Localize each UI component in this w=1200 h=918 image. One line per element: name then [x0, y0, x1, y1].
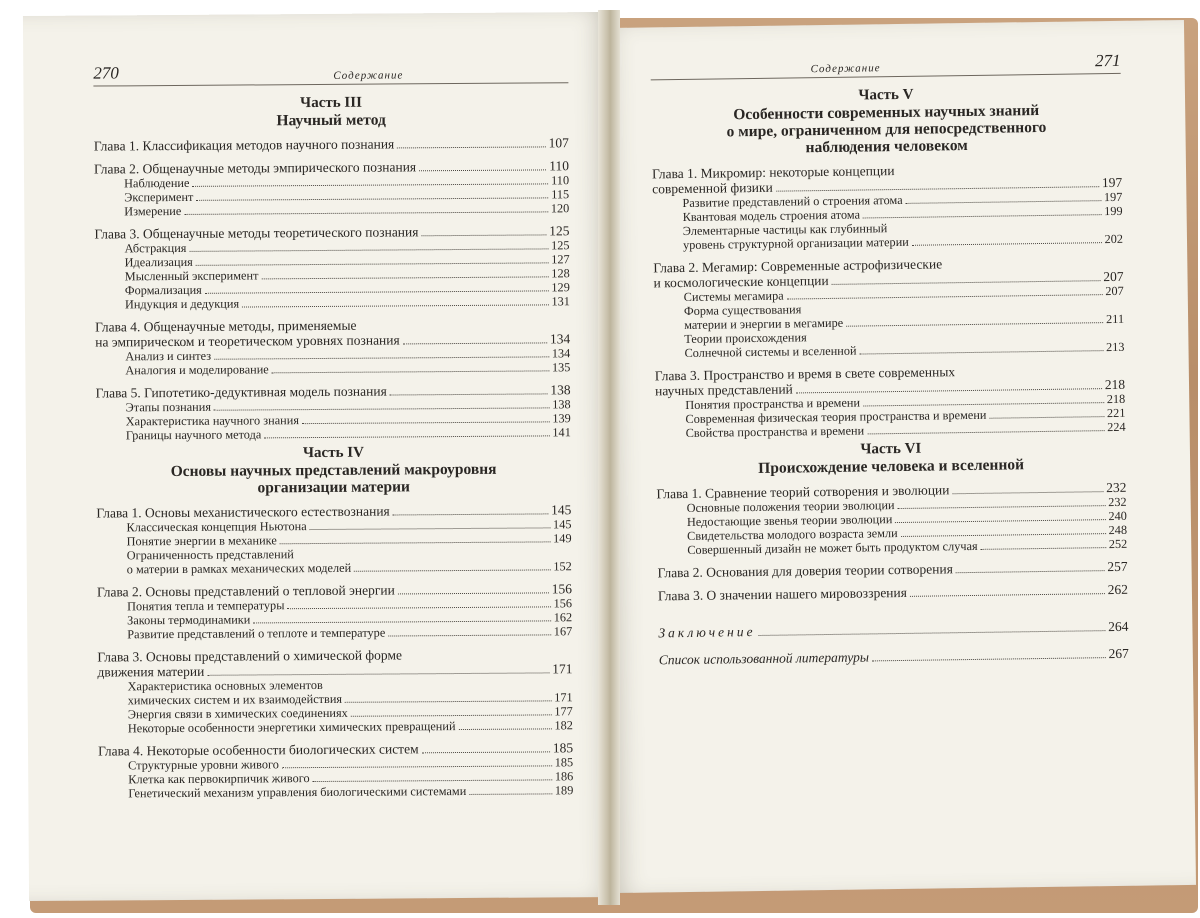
entry-title: Энергия связи в химических соединениях [127, 705, 348, 722]
dot-leader [759, 630, 1106, 636]
entry-page-number: 138 [550, 382, 571, 398]
toc-parts [93, 93, 573, 800]
toc-chapter [94, 135, 569, 153]
entry-page-number: 171 [554, 690, 573, 705]
left-page [23, 12, 614, 901]
part-title: наблюдения человеком [805, 137, 968, 157]
entry-page-number: 224 [1107, 419, 1126, 435]
entry-title: Некоторые особенности энергетики химических превращений [127, 719, 456, 736]
dot-leader [459, 728, 552, 730]
entry-row [657, 559, 1127, 581]
dot-leader [287, 606, 550, 609]
dot-leader [901, 533, 1106, 537]
dot-leader [196, 262, 548, 265]
dot-leader [272, 370, 549, 373]
entry-title: Анализ и синтез [125, 348, 212, 364]
entry-row [128, 718, 573, 735]
entry-title: Глава 3. Общенаучные методы теоретического познания [94, 224, 419, 242]
dot-leader [981, 547, 1106, 550]
part-title: Происхождение человека и вселенной [758, 456, 1025, 477]
part-heading [96, 443, 571, 497]
part-title: организации материи [257, 478, 410, 497]
toc-chapter [658, 619, 1128, 641]
entry-page-number: 128 [551, 266, 570, 281]
part-label: Часть IV [302, 444, 364, 462]
entry-page-number: 171 [552, 661, 573, 677]
entry-page-number: 207 [1105, 283, 1124, 299]
running-header [93, 60, 568, 86]
entry-page-number: 182 [554, 718, 573, 733]
dot-leader [196, 197, 548, 200]
running-title: Содержание [810, 62, 881, 76]
toc-chapter [97, 646, 572, 679]
entry-row [125, 360, 570, 377]
running-title: Содержание [333, 69, 404, 82]
entry-title-line: Теории происхождения [684, 330, 807, 346]
entry-page-number: 115 [551, 187, 570, 202]
entry-title: Клетка как первокирпичик живого [128, 771, 310, 787]
entry-title: Аналогия и моделирование [125, 362, 269, 378]
entry-page-number: 125 [549, 223, 570, 239]
entry-page-number: 135 [551, 360, 571, 375]
entry-page-number: 131 [551, 294, 570, 309]
entry-page-number: 145 [552, 517, 572, 532]
entry-title: Квантовая модель строения атома [682, 207, 861, 224]
book-gutter [598, 10, 620, 905]
entry-page-number: 197 [1103, 189, 1123, 205]
part-title: Особенности современных научных знаний [733, 102, 1040, 124]
toc-section [684, 326, 1124, 360]
entry-title: Характеристика научного знания [125, 413, 299, 429]
entry-title-line: Ограниченность представлений [126, 547, 294, 563]
part-title: Основы научных представлений макроуровня [170, 460, 497, 481]
entry-page-number: 257 [1107, 558, 1128, 575]
entry-title: Заключение [658, 624, 756, 641]
entry-title: Понятие энергии в механике [126, 533, 277, 549]
dot-leader [214, 407, 549, 410]
page-number: 271 [1094, 50, 1121, 71]
entry-page-number: 232 [1106, 479, 1127, 496]
entry-title: на эмпирическом и теоретическом уровнях познания [95, 332, 400, 350]
dot-leader [421, 234, 546, 236]
entry-title: Свойства пространства и времени [685, 423, 865, 440]
entry-title-line: Элементарные частицы как глубинный [682, 221, 888, 238]
entry-title: Эксперимент [124, 189, 194, 205]
entry-page-number: 138 [552, 397, 571, 412]
dot-leader [898, 505, 1106, 509]
entry-page-number: 264 [1108, 618, 1129, 635]
entry-title: Глава 2. Основания для доверия теории сотворения [657, 561, 953, 581]
dot-leader [192, 183, 548, 186]
entry-title-line: Глава 2. Мегамир: Современные астрофизические [653, 256, 943, 276]
entry-title: Основные положения теории эволюции [686, 498, 895, 515]
entry-title: Глава 3. О значении нашего мировоззрения [657, 584, 908, 604]
entry-title: уровень структурной организации материи [682, 234, 909, 252]
entry-title: Идеализация [124, 254, 193, 270]
entry-title: Измерение [124, 203, 182, 219]
right-page [602, 20, 1196, 893]
toc-section [683, 218, 1123, 252]
toc-section [128, 718, 573, 735]
entry-title: Формализация [124, 282, 202, 298]
toc-section [125, 360, 570, 377]
entry-title: Системы мегамира [683, 288, 784, 304]
entry-title: Наблюдение [124, 175, 190, 191]
toc-chapter [657, 559, 1127, 581]
entry-title: Глава 1. Сравнение теорий сотворения и эволюции [656, 482, 950, 502]
entry-title: Развитие представлений о теплоте и температуре [127, 625, 386, 642]
entry-page-number: 129 [551, 280, 570, 295]
entry-title: Глава 1. Основы механистического естествознания [96, 503, 390, 521]
entry-title: о материи в рамках механических моделей [126, 560, 352, 577]
part-label: Часть III [300, 94, 362, 112]
dot-leader [345, 700, 551, 702]
dot-leader [302, 421, 549, 424]
toc-section [127, 624, 572, 641]
page-number: 270 [93, 63, 119, 83]
dot-leader [860, 350, 1104, 354]
toc-section [124, 201, 569, 218]
dot-leader [912, 242, 1102, 246]
dot-leader [390, 393, 548, 395]
dot-leader [393, 513, 548, 515]
dot-leader [310, 527, 550, 530]
entry-title: и космологические концепции [653, 272, 829, 291]
entry-page-number: 199 [1104, 203, 1123, 219]
entry-row [94, 135, 569, 153]
entry-title: Список использованной литературы [658, 649, 870, 668]
running-header [650, 51, 1120, 81]
dot-leader [956, 570, 1104, 573]
dot-leader [403, 342, 547, 344]
entry-page-number: 221 [1106, 405, 1126, 421]
toc-parts [651, 84, 1128, 604]
entry-page-number: 232 [1108, 494, 1127, 510]
entry-page-number: 186 [554, 769, 574, 784]
entry-page-number: 110 [551, 173, 570, 188]
entry-title: Глава 5. Гипотетико-дедуктивная модель познания [95, 383, 387, 401]
entry-page-number: 189 [554, 783, 574, 798]
dot-leader [872, 657, 1106, 661]
entry-title: химических систем и их взаимодействия [127, 691, 343, 708]
entry-title-line: Глава 1. Микромир: некоторые концепции [651, 163, 895, 182]
entry-title: Мысленный эксперимент [124, 268, 259, 284]
toc-section [128, 783, 573, 800]
part-label: Часть VI [860, 440, 922, 458]
dot-leader [419, 169, 546, 171]
dot-leader [214, 356, 549, 359]
entry-title: Законы термодинамики [127, 612, 251, 628]
dot-leader [952, 491, 1103, 494]
dot-leader [398, 592, 549, 594]
entry-title: Развитие представлений о строения атома [682, 192, 903, 210]
dot-leader [205, 290, 549, 293]
toc-section [128, 676, 573, 707]
dot-leader [207, 672, 549, 675]
entry-page-number: 145 [551, 502, 572, 518]
dot-leader [253, 620, 550, 623]
entry-page-number: 149 [553, 531, 572, 546]
entry-page-number: 185 [554, 755, 574, 770]
toc-section [126, 425, 571, 442]
entry-row [127, 559, 572, 576]
toc-section [127, 545, 572, 576]
entry-page-number: 252 [1108, 536, 1128, 552]
entry-title: Недостающие звенья теории эволюции [686, 512, 893, 529]
entry-page-number: 218 [1104, 376, 1126, 393]
entry-title: Свидетельства молодого возраста земли [686, 526, 898, 543]
entry-title: Классическая концепция Ньютона [126, 519, 307, 535]
dot-leader [895, 519, 1105, 523]
part-heading [656, 438, 1126, 479]
entry-title: Понятия пространства и времени [685, 395, 861, 412]
toc-chapter [95, 316, 570, 349]
entry-page-number: 127 [551, 252, 570, 267]
entry-title: Совершенный дизайн не может быть продуктом случая [687, 538, 978, 557]
entry-title: Глава 2. Общенаучные методы эмпирического познания [93, 159, 417, 177]
entry-row [124, 201, 569, 218]
entry-page-number: 202 [1104, 231, 1124, 247]
entry-page-number: 156 [553, 596, 573, 611]
part-label: Часть V [858, 86, 914, 104]
entry-row [658, 619, 1128, 641]
entry-title-line: Глава 4. Общенаучные методы, применяемые [95, 317, 357, 335]
entry-page-number: 107 [548, 135, 569, 151]
entry-title: Глава 1. Классификация методов научного познания [93, 136, 395, 154]
entry-row [125, 294, 570, 311]
dot-leader [469, 793, 552, 795]
entry-page-number: 156 [551, 581, 572, 597]
entry-page-number: 110 [549, 158, 570, 174]
dot-leader [354, 569, 550, 571]
entry-title: материи и энергии в мегамире [684, 315, 844, 332]
entry-title: научных представлений [654, 381, 793, 399]
entry-title-line: Форма существования [683, 302, 802, 318]
entry-title: Глава 4. Некоторые особенности биологических систем [97, 741, 419, 759]
entry-page-number: 211 [1106, 311, 1125, 327]
entry-row [126, 425, 571, 442]
dot-leader [910, 593, 1105, 597]
part-heading [651, 84, 1122, 159]
entry-title: Глава 2. Основы представлений о тепловой энергии [96, 582, 395, 600]
part-title: Научный метод [276, 111, 386, 130]
left-page-content [93, 60, 573, 800]
entry-title-line: Глава 3. Пространство и время в свете современных [654, 364, 956, 384]
entry-page-number: 248 [1108, 522, 1128, 538]
entry-page-number: 125 [551, 238, 570, 253]
entry-page-number: 213 [1105, 339, 1125, 355]
dot-leader [242, 304, 548, 307]
entry-page-number: 240 [1108, 508, 1127, 524]
right-page-content [650, 51, 1128, 668]
entry-title-line: Характеристика основных элементов [127, 677, 323, 694]
entry-page-number: 134 [551, 346, 571, 361]
entry-row [128, 783, 573, 800]
entry-page-number: 267 [1108, 645, 1129, 662]
entry-title: Структурные уровни живого [128, 757, 279, 773]
dot-leader [313, 779, 552, 782]
entry-page-number: 120 [550, 201, 570, 216]
part-title: о мире, ограниченном для непосредственного [726, 118, 1047, 141]
entry-page-number: 262 [1107, 581, 1128, 598]
dot-leader [989, 416, 1104, 419]
dot-leader [282, 765, 552, 768]
entry-page-number: 162 [553, 610, 573, 625]
back-matter [658, 597, 1129, 668]
dot-leader [189, 248, 548, 252]
entry-row [127, 624, 572, 641]
part-heading [93, 93, 568, 130]
dot-leader [351, 714, 552, 716]
dot-leader [280, 541, 550, 544]
entry-page-number: 141 [552, 425, 571, 440]
entry-page-number: 167 [553, 624, 573, 639]
entry-page-number: 177 [554, 704, 573, 719]
entry-title: Генетический механизм управления биологическими системами [128, 783, 467, 801]
entry-page-number: 134 [549, 331, 571, 347]
toc-chapter [659, 646, 1129, 668]
dot-leader [261, 276, 548, 279]
entry-page-number: 139 [552, 411, 571, 426]
entry-page-number: 197 [1101, 174, 1123, 191]
entry-row [659, 646, 1129, 668]
dot-leader [422, 751, 550, 753]
entry-page-number: 152 [553, 559, 572, 574]
dot-leader [184, 211, 548, 215]
entry-title: движения материи [97, 663, 205, 680]
entry-title: Индукция и дедукция [124, 296, 240, 312]
entry-page-number: 218 [1106, 391, 1126, 407]
dot-leader [397, 146, 545, 148]
entry-title: Современная физическая теория пространства и времени [685, 407, 987, 426]
entry-title: Понятия тепла и температуры [126, 598, 285, 614]
entry-page-number: 185 [552, 740, 574, 756]
entry-title: Солнечной системы и вселенной [684, 343, 857, 360]
entry-title: современной физики [652, 179, 773, 197]
entry-title-line: Глава 3. Основы представлений о химической форме [97, 647, 403, 665]
entry-title: Абстракция [124, 240, 187, 256]
dot-leader [867, 430, 1104, 434]
toc-section [125, 294, 570, 311]
dot-leader [264, 435, 549, 438]
dot-leader [388, 634, 551, 636]
entry-page-number: 207 [1103, 268, 1124, 285]
entry-title: Границы научного метода [125, 427, 262, 443]
entry-title: Этапы познания [125, 399, 212, 415]
dot-leader [906, 200, 1101, 204]
